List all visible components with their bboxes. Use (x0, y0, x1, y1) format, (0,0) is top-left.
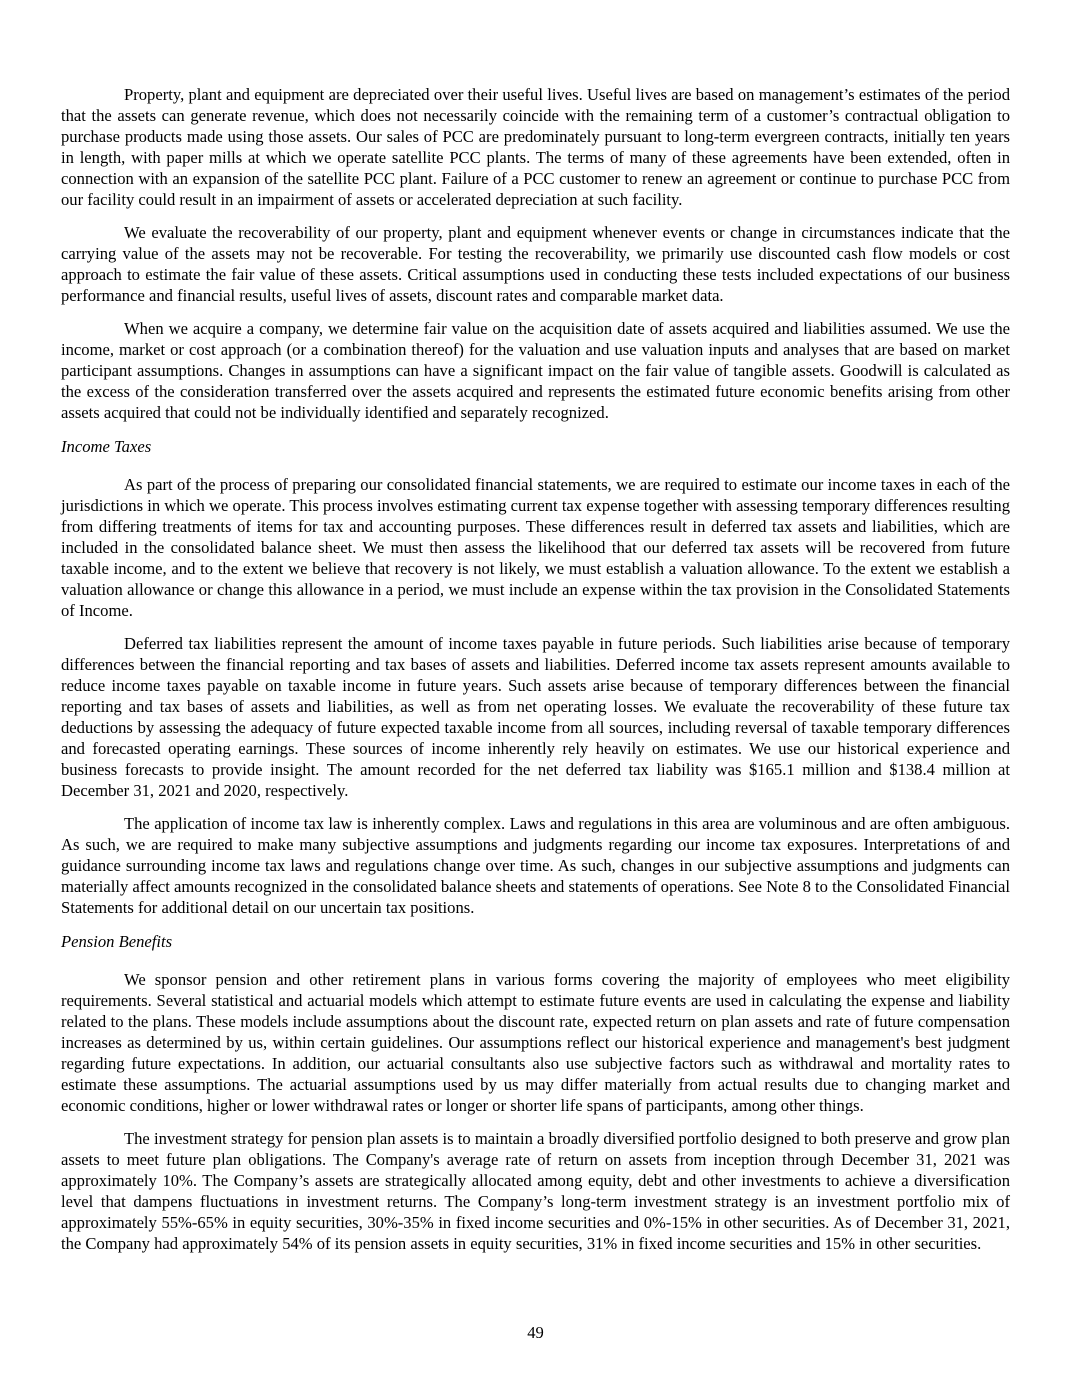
heading-pension-benefits: Pension Benefits (61, 932, 173, 951)
heading-income-taxes: Income Taxes (61, 437, 152, 456)
paragraph-income-tax-estimates: As part of the process of preparing our consolidated financial statements, we are required to estimate our income taxes in each of the jurisdictions in which we operate. This process involves estimating current tax expense together with assessing temporary differences resulting from differing treatments of items for tax and accounting purposes. These differences result in deferred tax assets and liabilities, which are included in the consolidated balance sheet. We must then assess the likelihood that our deferred tax assets will be recovered from future taxable income, and to the extent we believe that recovery is not likely, we must establish a valuation allowance. To the extent we establish a valuation allowance or change this allowance in a period, we must include an expense within the tax provision in the Consolidated Statements of Income. (61, 475, 1010, 620)
paragraph-ppe-depreciation: Property, plant and equipment are depreciated over their useful lives. Useful lives are based on management’s estimates of the period that the assets can generate revenue, which does not necessarily coincide with the remaining term of a customer’s contractual obligation to purchase products made using those assets. Our sales of PCC are predominately pursuant to long-term evergreen contracts, initially ten years in length, with paper mills at which we operate satellite PCC plants. The terms of many of these agreements have been extended, often in connection with an expansion of the satellite PCC plant. Failure of a PCC customer to renew an agreement or continue to purchase PCC from our facility could result in an impairment of assets or accelerated depreciation at such facility. (61, 85, 1010, 209)
paragraph-pension-plans: We sponsor pension and other retirement plans in various forms covering the majority of employees who meet eligibility requirements. Several statistical and actuarial models which attempt to estimate future events are used in calculating the expense and liability related to the plans. These models include assumptions about the discount rate, expected return on plan assets and rate of future compensation increases as determined by us, within certain guidelines. Our assumptions reflect our historical experience and management's best judgment regarding future expectations. In addition, our actuarial consultants also use subjective factors such as withdrawal and mortality rates to estimate these assumptions. The actuarial assumptions used by us may differ materially from actual results due to changing market and economic conditions, higher or lower withdrawal rates or longer or shorter life spans of participants, among other things. (61, 970, 1010, 1115)
paragraph-deferred-tax-liabilities: Deferred tax liabilities represent the amount of income taxes payable in future periods. Such liabilities arise because of temporary differences between the financial reporting and tax bases of assets and liabilities. Deferred income tax assets represent amounts available to reduce income taxes payable on taxable income in future years. Such assets arise because of temporary differences between the financial reporting and tax bases of assets and liabilities, as well as from net operating losses. We evaluate the recoverability of these future tax deductions by assessing the adequacy of future expected taxable income from all sources, including reversal of taxable temporary differences and forecasted operating earnings. These sources of income inherently rely heavily on estimates. We use our historical experience and business forecasts to provide insight. The amount recorded for the net deferred tax liability was $165.1 million and $138.4 million at December 31, 2021 and 2020, respectively. (61, 634, 1010, 800)
paragraph-income-tax-law-complexity: The application of income tax law is inherently complex. Laws and regulations in this area are voluminous and are often ambiguous. As such, we are required to make many subjective assumptions and judgments regarding our income tax exposures. Interpretations of and guidance surrounding income tax laws and regulations change over time. As such, changes in our subjective assumptions and judgments can materially affect amounts recognized in the consolidated balance sheets and statements of operations. See Note 8 to the Consolidated Financial Statements for additional detail on our uncertain tax positions. (61, 814, 1010, 917)
document-body (61, 84, 1010, 1254)
paragraph-ppe-recoverability: We evaluate the recoverability of our property, plant and equipment whenever events or change in circumstances indicate that the carrying value of the assets may not be recoverable. For testing the recoverability, we primarily use discounted cash flow models or cost approach to estimate the fair value of these assets. Critical assumptions used in conducting these tests included expectations of our business performance and financial results, useful lives of assets, discount rates and comparable market data. (61, 223, 1010, 305)
page-footer (0, 1322, 1071, 1343)
paragraph-pension-investment-strategy: The investment strategy for pension plan assets is to maintain a broadly diversified portfolio designed to both preserve and grow plan assets to meet future plan obligations. The Company's average rate of return on assets from inception through December 31, 2021 was approximately 10%. The Company’s assets are strategically allocated among equity, debt and other investments to achieve a diversification level that dampens fluctuations in investment returns. The Company’s long-term investment strategy is an investment portfolio mix of approximately 55%-65% in equity securities, 30%-35% in fixed income securities and 0%-15% in other securities. As of December 31, 2021, the Company had approximately 54% of its pension assets in equity securities, 31% in fixed income securities and 15% in other securities. (61, 1129, 1010, 1253)
page-number: 49 (527, 1323, 544, 1342)
paragraph-acquisition-fair-value: When we acquire a company, we determine fair value on the acquisition date of assets acquired and liabilities assumed. We use the income, market or cost approach (or a combination thereof) for the valuation and use valuation inputs and analyses that are based on market participant assumptions. Changes in assumptions can have a significant impact on the fair value of tangible assets. Goodwill is calculated as the excess of the consideration transferred over the assets acquired and represents the estimated future economic benefits arising from other assets acquired that could not be individually identified and separately recognized. (61, 319, 1010, 422)
